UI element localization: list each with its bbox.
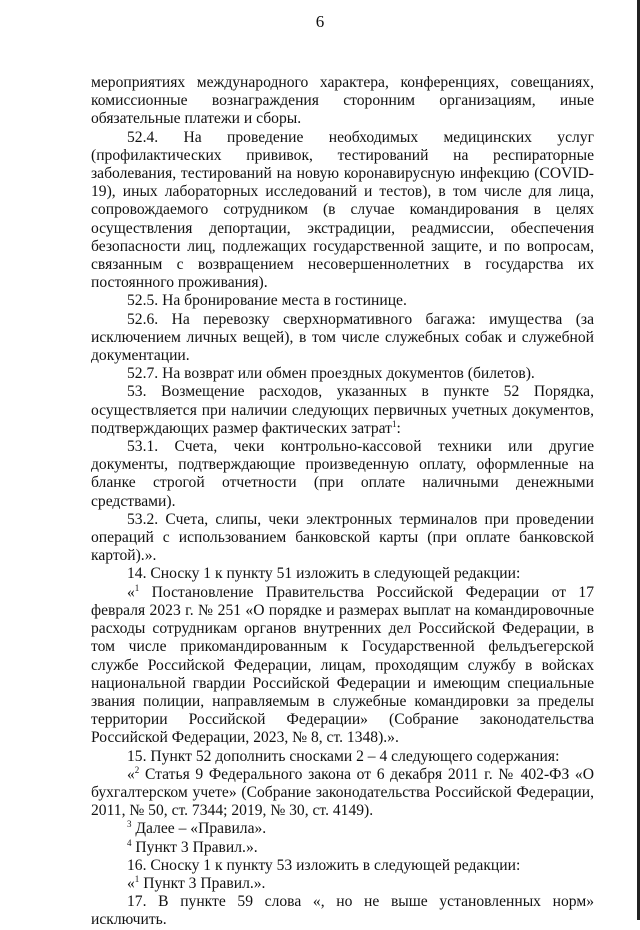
page-number: 6 (315, 12, 325, 31)
paragraph-52-6 (91, 311, 594, 366)
paragraph-52-5 (91, 292, 594, 310)
paragraph-text: Постановление Правительства Российской Федерации от 17 февраля 2023 г. № 251 «О порядке и размерах выплат на командировочные расходы сотрудникам органов внутренних дел Российской Федерации, в том числе прикомандированным к Государственной фельдъегерской службе Российской Федерации, лицам, проходящим службу в войсках национальной гвардии Российской Федерации и имеющим специальные звания полиции, направляемым в служебные командировки за пределы территории Российской Федерации» (Собрание законодательства Российской Федерации, 2023, № 8, ст. 1348).». (91, 583, 594, 747)
footnote-marker: 1 (134, 582, 140, 593)
paragraph-text: 14. Сноску 1 к пункту 51 изложить в следующей редакции: (127, 565, 521, 583)
paragraph-15 (91, 748, 594, 766)
paragraph-text: 52.5. На бронирование места в гостинице. (127, 292, 407, 310)
footnote-marker: 1 (391, 418, 397, 429)
paragraph-53 (91, 383, 594, 438)
footnote-marker: 2 (134, 764, 140, 775)
footnote-marker: 3 (127, 819, 132, 830)
paragraph-text: 15. Пункт 52 дополнить сносками 2 – 4 следующего содержания: (127, 747, 560, 765)
paragraph-53-2 (91, 511, 594, 566)
quote-open: « (127, 765, 135, 783)
quote-open: « (127, 874, 135, 892)
footnote-4-text (91, 839, 594, 857)
paragraph-text: Статья 9 Федерального закона от 6 декабря 2011 г. № 402-ФЗ «О бухгалтерском учете» (Собрание законодательства Российской Федерации, 2011, № 50, ст. 7344; 2019, № 30, ст. 4149). (91, 765, 594, 820)
paragraph-text: 53. Возмещение расходов, указанных в пункте 52 Порядка, осуществляется при наличии следующих первичных учетных документов, подтверждающих размер фактических затрат (91, 383, 594, 437)
paragraph-17 (91, 893, 594, 929)
footnote-1-text (91, 584, 594, 748)
paragraph-text: 17. В пункте 59 слова «, но не выше установленных норм» исключить. (91, 893, 594, 929)
footnote-1-new-text (91, 875, 594, 893)
paragraph-16 (91, 857, 594, 875)
paragraph-text-tail: : (396, 419, 401, 437)
paragraph-52-4 (91, 129, 594, 293)
paragraph-text: мероприятиях международного характера, конференциях, совещаниях, комиссионные вознаграждения сторонним организациям, иные обязательные платежи и сборы. (91, 74, 594, 128)
paragraph-53-1 (91, 438, 594, 511)
paragraph-text: 52.4. На проведение необходимых медицинских услуг (профилактических прививок, тестирований на респираторные заболевания, тестирований на новую коронавирусную инфекцию (COVID-19), иных лабораторных исследований и тестов), в том числе для лица, сопровождаемого сотрудником (в случае командирования в целях осуществления депортации, экстрадиции, реадмиссии, обеспечения безопасности лиц, подлежащих государственной защите, и по вопросам, связанным с возвращением несовершеннолетних в государства их постоянного проживания). (91, 128, 594, 292)
paragraph-text: Пункт 3 Правил.». (131, 838, 258, 856)
paragraph-text: Далее – «Правила». (131, 820, 267, 838)
paragraph-continuation (91, 74, 594, 129)
paragraph-text: 52.7. На возврат или обмен проездных документов (билетов). (127, 365, 535, 383)
paragraph-text: 53.1. Счета, чеки контрольно-кассовой техники или другие документы, подтверждающие произведенную оплату, оформленные на бланке строгой отчетности (при оплате наличными денежными средствами). (91, 438, 594, 510)
paragraph-14 (91, 565, 594, 583)
paragraph-text: 16. Сноску 1 к пункту 53 изложить в следующей редакции: (127, 856, 521, 874)
quote-open: « (127, 583, 135, 601)
footnote-marker: 4 (127, 837, 132, 848)
paragraph-text: Пункт 3 Правил.». (139, 874, 266, 892)
paragraph-52-7 (91, 365, 594, 383)
footnote-marker: 1 (134, 873, 140, 884)
footnote-2-text (91, 766, 594, 821)
paragraph-text: 53.2. Счета, слипы, чеки электронных терминалов при проведении операций с использованием банковской карты (при оплате банковской картой).». (91, 510, 594, 565)
footnote-3-text (91, 820, 594, 838)
paragraph-text: 52.6. На перевозку сверхнормативного багажа: имущества (за исключением личных вещей), в том числе служебных собак и служебной документации. (91, 310, 594, 365)
document-body (91, 74, 594, 930)
